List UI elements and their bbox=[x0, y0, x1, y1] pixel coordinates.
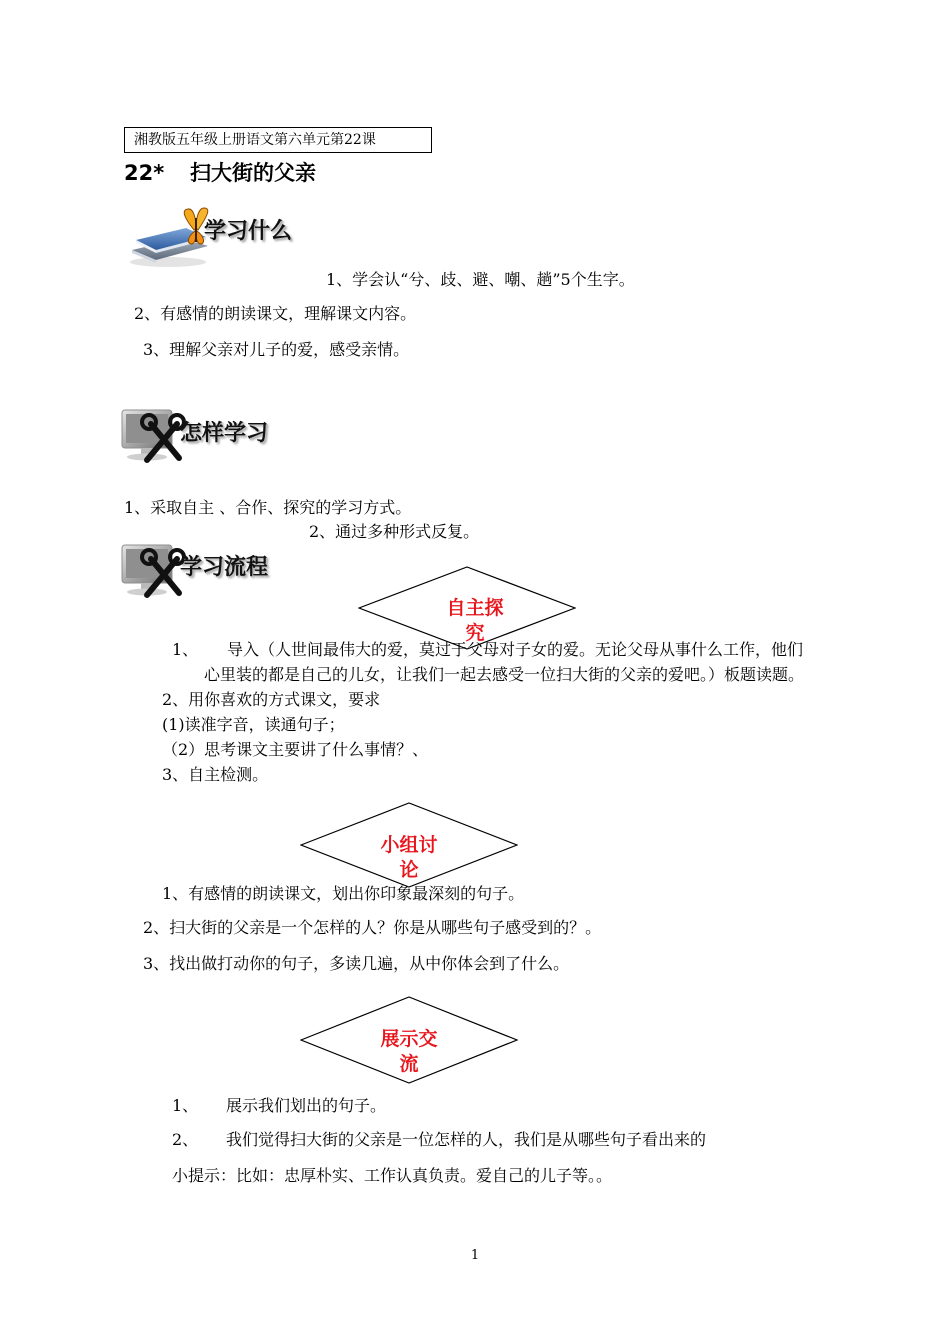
what-item-2: 2、有感情的朗读课文，理解课文内容。 bbox=[134, 304, 417, 323]
stage2-item: 2、扫大街的父亲是一个怎样的人？你是从哪些句子感受到的？。 bbox=[143, 918, 602, 937]
monitor-tools-icon bbox=[119, 543, 187, 601]
lesson-title bbox=[124, 160, 316, 186]
stage3-item1-num: 1、 bbox=[172, 1096, 199, 1115]
what-item-3: 3、理解父亲对儿子的爱，感受亲情。 bbox=[143, 340, 410, 359]
stage2-item: 3、找出做打动你的句子，多读几遍，从中你体会到了什么。 bbox=[143, 954, 570, 973]
stage1-intro-line2: 心里装的都是自己的儿女，让我们一起去感受一位扫大街的父亲的爱吧。）板题读题。 bbox=[204, 665, 805, 684]
stage3-item1-text: 展示我们划出的句子。 bbox=[226, 1096, 387, 1115]
stage1-label: 自主探 究 bbox=[446, 597, 504, 644]
stage1-item: 3、自主检测。 bbox=[162, 765, 269, 784]
what-item-1: 1、学会认“兮、歧、避、嘲、趟”5个生字。 bbox=[326, 270, 635, 289]
stage1-item: 2、用你喜欢的方式课文，要求 bbox=[162, 690, 381, 709]
stage3-item2-num: 2、 bbox=[172, 1130, 199, 1149]
section-what-title: 学习什么 bbox=[204, 219, 293, 244]
stage3-tip: 小提示：比如：忠厚朴实、工作认真负责。爱自己的儿子等。。 bbox=[172, 1166, 613, 1185]
section-flow-title: 学习流程 bbox=[180, 555, 269, 580]
stage2-label: 小组讨 论 bbox=[380, 834, 438, 881]
how-item-1: 1、采取自主 、合作、探究的学习方式。 bbox=[124, 498, 412, 517]
lesson-number: 22* bbox=[124, 161, 165, 185]
lesson-title-text: 扫大街的父亲 bbox=[190, 161, 316, 185]
stage1-intro-line1: 导入（人世间最伟大的爱，莫过于父母对子女的爱。无论父母从事什么工作，他们 bbox=[227, 640, 804, 659]
stage1-item: (1)读准字音，读通句子； bbox=[162, 715, 345, 734]
course-info-box: 湘教版五年级上册语文第六单元第22课 bbox=[124, 127, 432, 153]
stage1-intro-num: 1、 bbox=[172, 640, 199, 659]
stage3-item2-text: 我们觉得扫大街的父亲是一位怎样的人，我们是从哪些句子看出来的 bbox=[226, 1130, 707, 1149]
page-number: 1 bbox=[470, 1248, 480, 1263]
section-how-title: 怎样学习 bbox=[180, 421, 269, 446]
how-item-2: 2、通过多种形式反复。 bbox=[309, 522, 480, 541]
stage1-item: （2）思考课文主要讲了什么事情？、 bbox=[162, 740, 429, 759]
stage2-item: 1、有感情的朗读课文，划出你印象最深刻的句子。 bbox=[162, 884, 525, 903]
stage3-label: 展示交 流 bbox=[380, 1028, 438, 1075]
monitor-tools-icon bbox=[119, 408, 187, 466]
butterfly-book-icon bbox=[128, 206, 212, 268]
